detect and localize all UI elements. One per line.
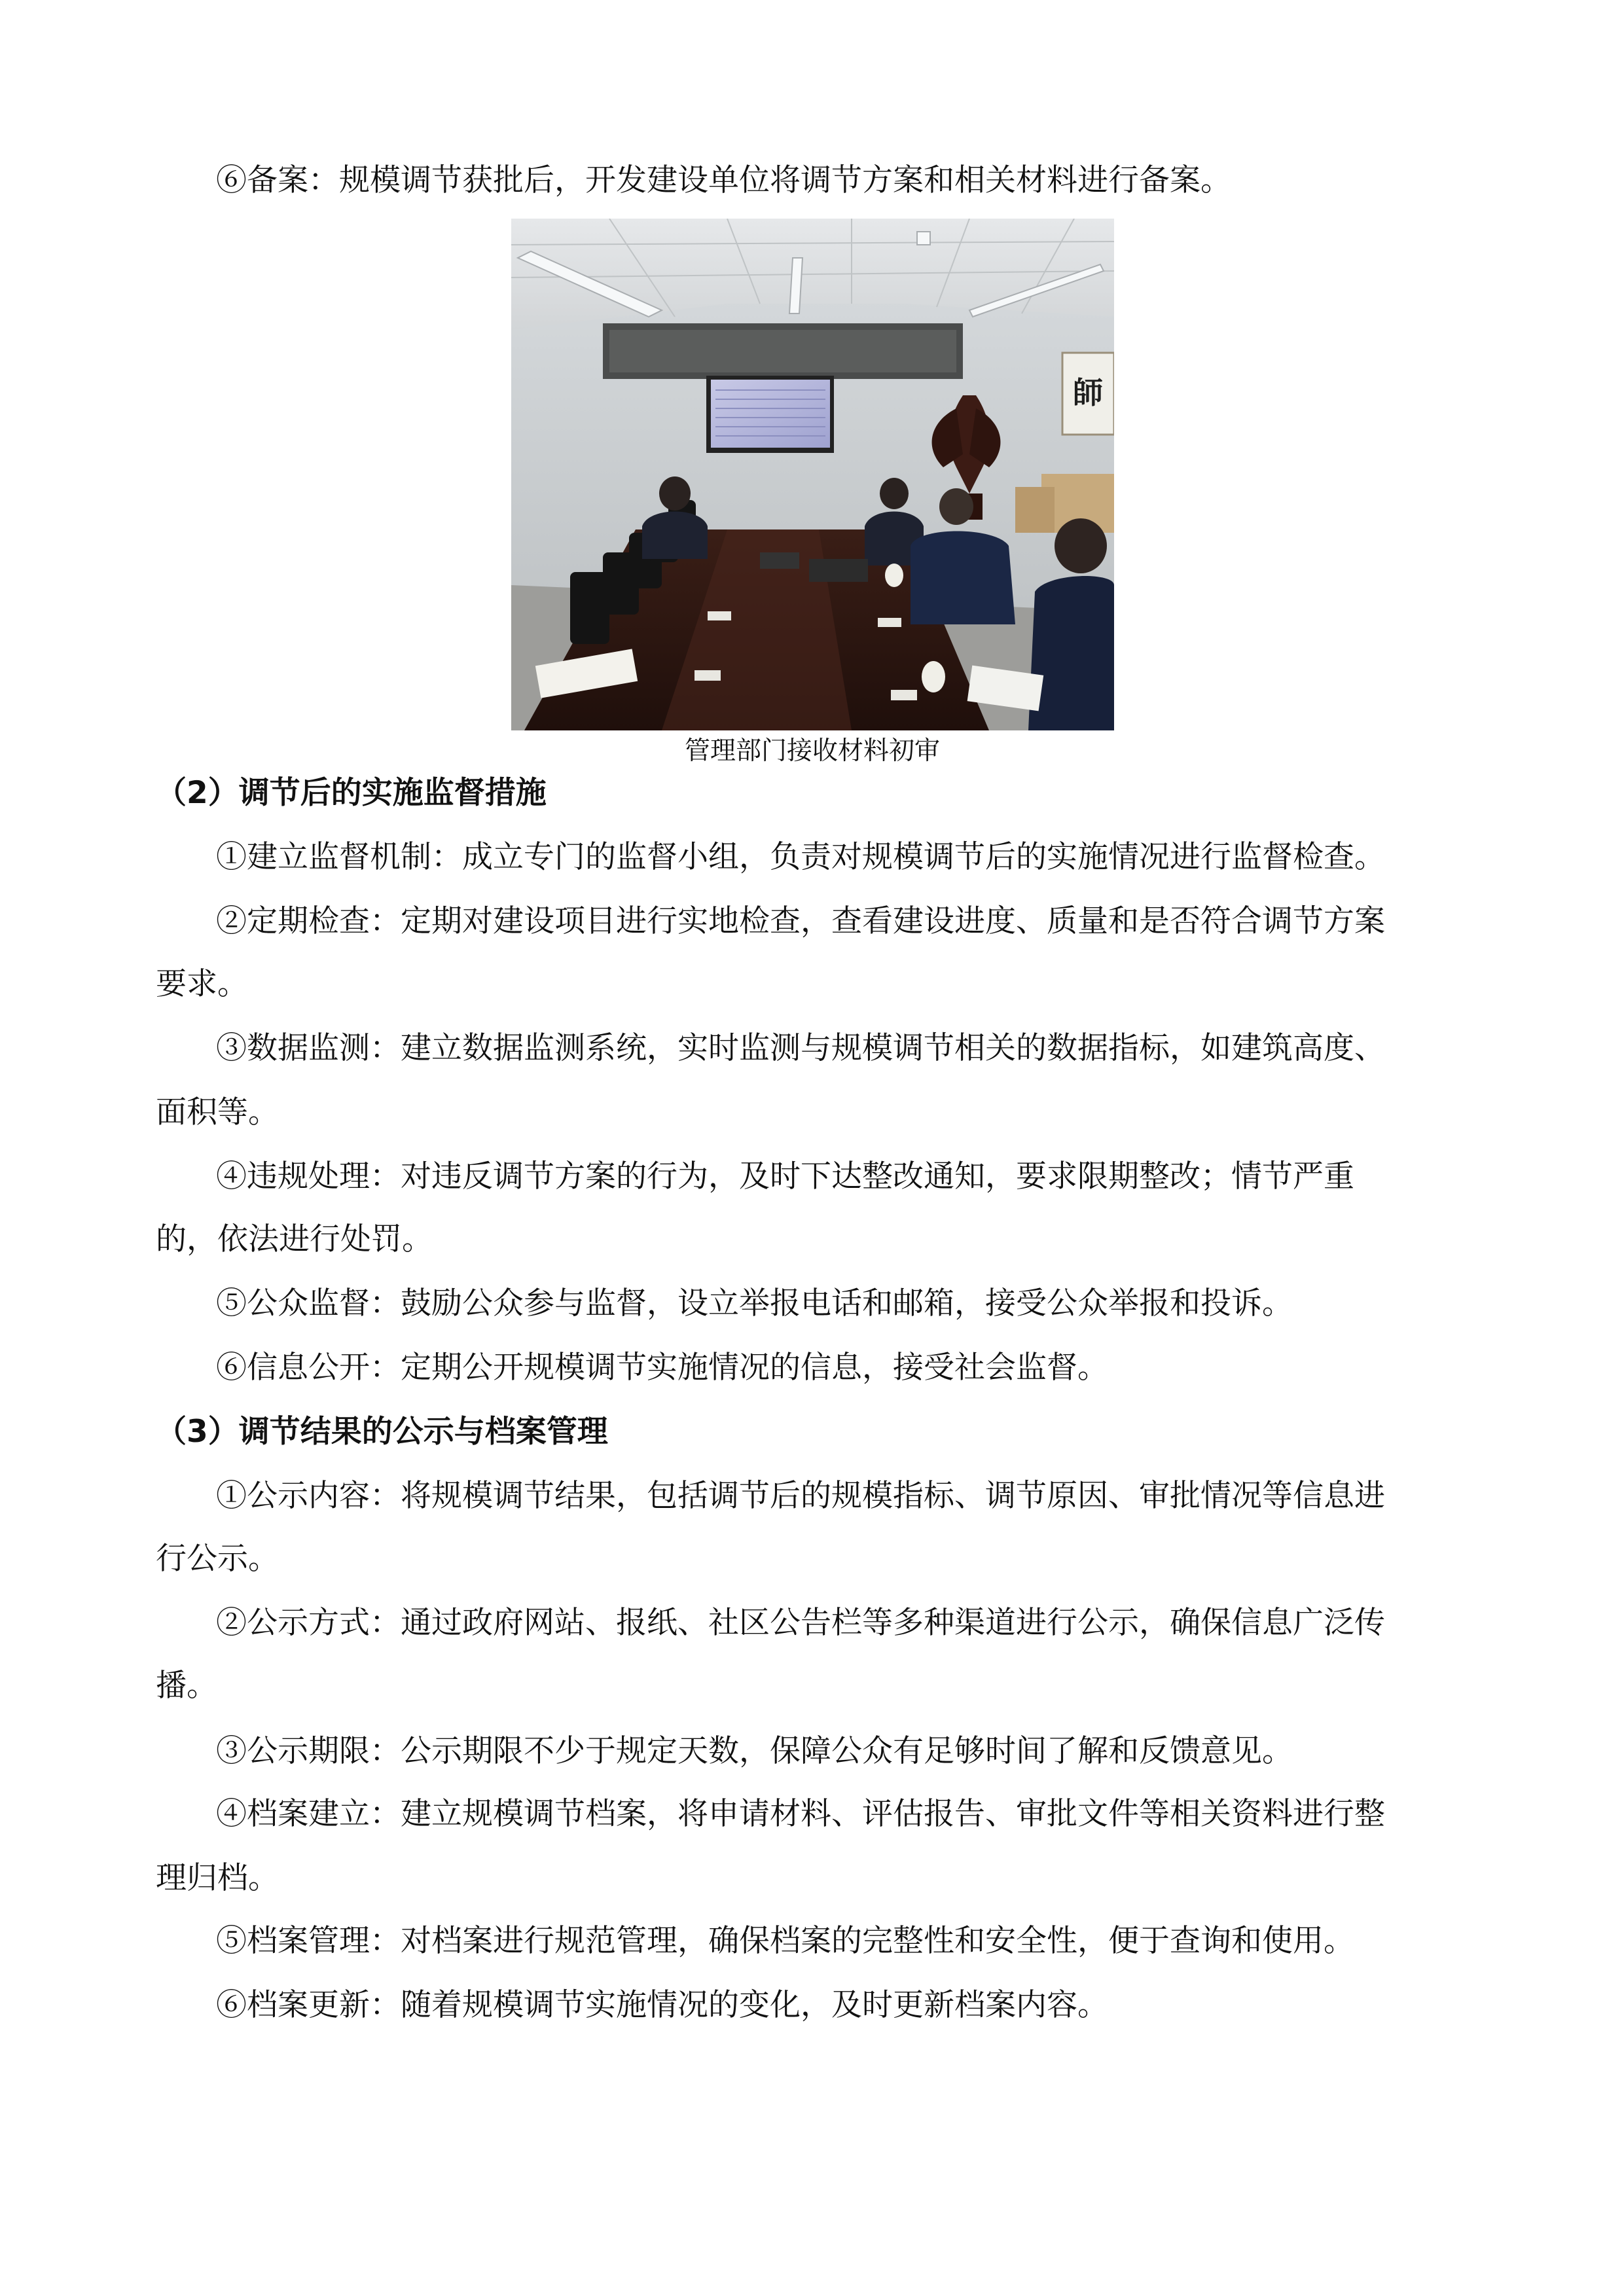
archive-item-method-cont: 播。 [156, 1668, 217, 1704]
supervision-item-inspection: ②定期检查：定期对建设项目进行实地检查，查看建设进度、质量和是否符合调节方案 [216, 903, 1385, 939]
intro-item-filing: ⑥备案：规模调节获批后，开发建设单位将调节方案和相关材料进行备案。 [216, 162, 1231, 198]
archive-item-method: ②公示方式：通过政府网站、报纸、社区公告栏等多种渠道进行公示，确保信息广泛传 [216, 1605, 1385, 1641]
meeting-room-photo [511, 219, 1114, 730]
archive-item-content-cont: 行公示。 [156, 1541, 279, 1577]
archive-item-establish: ④档案建立：建立规模调节档案，将申请材料、评估报告、审批文件等相关资料进行整 [216, 1796, 1385, 1832]
archive-item-management: ⑤档案管理：对档案进行规范管理，确保档案的完整性和安全性，便于查询和使用。 [216, 1923, 1354, 1959]
supervision-item-monitoring-cont: 面积等。 [156, 1094, 279, 1130]
supervision-item-disclosure: ⑥信息公开：定期公开规模调节实施情况的信息，接受社会监督。 [216, 1350, 1108, 1386]
supervision-item-monitoring: ③数据监测：建立数据监测系统，实时监测与规模调节相关的数据指标，如建筑高度、 [216, 1030, 1385, 1066]
section-heading-supervision: （2）调节后的实施监督措施 [156, 775, 547, 811]
supervision-item-public: ⑤公众监督：鼓励公众参与监督，设立举报电话和邮箱，接受公众举报和投诉。 [216, 1285, 1293, 1321]
supervision-item-violation-cont: 的，依法进行处罚。 [156, 1221, 433, 1257]
archive-item-content: ①公示内容：将规模调节结果，包括调节后的规模指标、调节原因、审批情况等信息进 [216, 1478, 1385, 1514]
section-heading-archive: （3）调节结果的公示与档案管理 [156, 1414, 608, 1450]
supervision-item-inspection-cont: 要求。 [156, 966, 248, 1002]
calligraphy-character: 師 [1073, 375, 1103, 410]
supervision-item-violation: ④违规处理：对违反调节方案的行为，及时下达整改通知，要求限期整改；情节严重 [216, 1158, 1354, 1194]
figure-caption: 管理部门接收材料初审 [684, 736, 940, 766]
archive-item-period: ③公示期限：公示期限不少于规定天数，保障公众有足够时间了解和反馈意见。 [216, 1733, 1293, 1769]
archive-item-update: ⑥档案更新：随着规模调节实施情况的变化，及时更新档案内容。 [216, 1987, 1108, 2023]
supervision-item-mechanism: ①建立监督机制：成立专门的监督小组，负责对规模调节后的实施情况进行监督检查。 [216, 839, 1385, 875]
archive-item-establish-cont: 理归档。 [156, 1860, 279, 1896]
